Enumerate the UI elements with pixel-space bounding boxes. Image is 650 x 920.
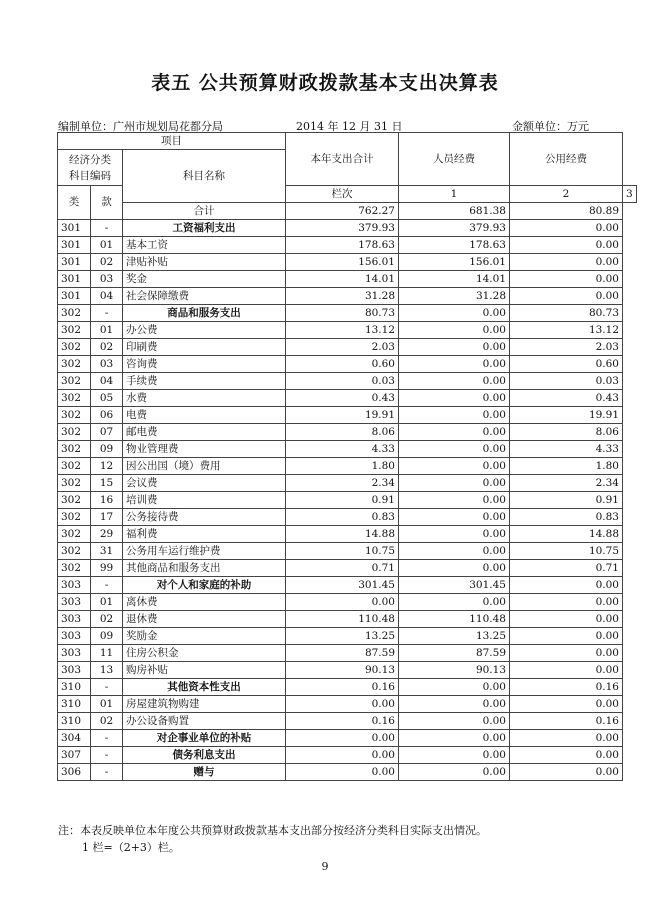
row-staff: 0.00 <box>399 543 510 560</box>
row-lei: 302 <box>58 322 91 339</box>
row-kuan: 01 <box>91 322 123 339</box>
row-public: 0.00 <box>510 730 623 747</box>
header-kuan: 款 <box>91 186 123 220</box>
row-name: 购房补贴 <box>123 662 286 679</box>
row-lei: 306 <box>58 764 91 781</box>
row-kuan: 09 <box>91 441 123 458</box>
table-row <box>58 764 637 781</box>
row-staff: 0.00 <box>399 305 510 322</box>
row-public: 0.00 <box>510 628 623 645</box>
row-lei: 310 <box>58 679 91 696</box>
row-total: 80.73 <box>286 305 399 322</box>
row-public: 4.33 <box>510 441 623 458</box>
row-kuan: - <box>91 747 123 764</box>
row-name: 其他资本性支出 <box>123 679 286 696</box>
row-kuan: - <box>91 577 123 594</box>
row-staff: 0.00 <box>399 594 510 611</box>
table-row <box>58 730 637 747</box>
row-total: 0.00 <box>286 747 399 764</box>
table-row <box>58 560 637 577</box>
row-kuan: 02 <box>91 713 123 730</box>
row-name: 办公设备购置 <box>123 713 286 730</box>
footnote <box>58 822 487 856</box>
row-public: 0.71 <box>510 560 623 577</box>
total-total: 762.27 <box>286 203 399 220</box>
row-total: 0.71 <box>286 560 399 577</box>
row-lei: 307 <box>58 747 91 764</box>
table-row <box>58 543 637 560</box>
row-total: 87.59 <box>286 645 399 662</box>
row-total: 2.34 <box>286 475 399 492</box>
header-total: 本年支出合计 <box>286 133 399 186</box>
row-public: 0.16 <box>510 679 623 696</box>
row-name: 手续费 <box>123 373 286 390</box>
row-name: 住房公积金 <box>123 645 286 662</box>
row-total: 90.13 <box>286 662 399 679</box>
row-name: 公务接待费 <box>123 509 286 526</box>
total-public: 80.89 <box>510 203 623 220</box>
row-name: 其他商品和服务支出 <box>123 560 286 577</box>
table-row <box>58 424 637 441</box>
row-total: 13.12 <box>286 322 399 339</box>
row-kuan: 03 <box>91 271 123 288</box>
row-staff: 0.00 <box>399 390 510 407</box>
row-name: 工资福利支出 <box>123 220 286 237</box>
row-public: 14.88 <box>510 526 623 543</box>
table-row <box>58 322 637 339</box>
table-row <box>58 509 637 526</box>
row-public: 0.16 <box>510 713 623 730</box>
row-public: 0.00 <box>510 747 623 764</box>
table-row <box>58 526 637 543</box>
table-row <box>58 254 637 271</box>
row-kuan: - <box>91 220 123 237</box>
row-lei: 303 <box>58 611 91 628</box>
row-name: 咨询费 <box>123 356 286 373</box>
row-kuan: 99 <box>91 560 123 577</box>
row-staff: 0.00 <box>399 322 510 339</box>
row-public: 0.00 <box>510 271 623 288</box>
row-lei: 310 <box>58 696 91 713</box>
row-lei: 302 <box>58 509 91 526</box>
row-staff: 14.01 <box>399 271 510 288</box>
header-name: 科目名称 <box>123 150 286 203</box>
row-total: 156.01 <box>286 254 399 271</box>
row-kuan: - <box>91 679 123 696</box>
table-row <box>58 611 637 628</box>
row-public: 0.00 <box>510 254 623 271</box>
row-total: 8.06 <box>286 424 399 441</box>
row-name: 基本工资 <box>123 237 286 254</box>
row-name: 物业管理费 <box>123 441 286 458</box>
row-name: 邮电费 <box>123 424 286 441</box>
row-staff: 0.00 <box>399 407 510 424</box>
row-staff: 0.00 <box>399 492 510 509</box>
table-row <box>58 356 637 373</box>
table-row <box>58 747 637 764</box>
row-lei: 303 <box>58 577 91 594</box>
row-kuan: 01 <box>91 696 123 713</box>
row-name: 公务用车运行维护费 <box>123 543 286 560</box>
row-name: 津贴补贴 <box>123 254 286 271</box>
row-staff: 90.13 <box>399 662 510 679</box>
row-name: 离休费 <box>123 594 286 611</box>
table-row <box>58 713 637 730</box>
row-public: 8.06 <box>510 424 623 441</box>
row-lei: 302 <box>58 339 91 356</box>
table-row <box>58 662 637 679</box>
row-total: 379.93 <box>286 220 399 237</box>
header-col1: 1 <box>399 186 510 203</box>
row-lei: 302 <box>58 390 91 407</box>
row-name: 房屋建筑物购建 <box>123 696 286 713</box>
header-row-item <box>58 133 637 150</box>
row-name: 赠与 <box>123 764 286 781</box>
header-code-line2: 科目编码 <box>69 169 111 182</box>
row-name: 福利费 <box>123 526 286 543</box>
row-lei: 303 <box>58 662 91 679</box>
row-name: 债务利息支出 <box>123 747 286 764</box>
row-kuan: 31 <box>91 543 123 560</box>
row-kuan: 01 <box>91 594 123 611</box>
row-total: 110.48 <box>286 611 399 628</box>
row-staff: 379.93 <box>399 220 510 237</box>
row-name: 办公费 <box>123 322 286 339</box>
footnote-line2: 1 栏=（2+3）栏。 <box>82 841 180 854</box>
table-row <box>58 475 637 492</box>
header-col3: 3 <box>623 186 637 203</box>
row-lei: 302 <box>58 458 91 475</box>
header-staff: 人员经费 <box>399 133 510 186</box>
row-lei: 302 <box>58 305 91 322</box>
row-public: 1.80 <box>510 458 623 475</box>
row-total: 0.91 <box>286 492 399 509</box>
row-public: 19.91 <box>510 407 623 424</box>
row-staff: 0.00 <box>399 764 510 781</box>
row-public: 0.00 <box>510 696 623 713</box>
row-name: 奖励金 <box>123 628 286 645</box>
table-row <box>58 458 637 475</box>
row-public: 0.03 <box>510 373 623 390</box>
row-kuan: 02 <box>91 339 123 356</box>
row-staff: 0.00 <box>399 424 510 441</box>
row-name: 奖金 <box>123 271 286 288</box>
table-row <box>58 492 637 509</box>
row-lei: 302 <box>58 543 91 560</box>
page-number: 9 <box>321 860 329 873</box>
total-row <box>58 203 637 220</box>
row-staff: 0.00 <box>399 747 510 764</box>
row-public: 0.00 <box>510 237 623 254</box>
row-public: 0.00 <box>510 288 623 305</box>
row-name: 电费 <box>123 407 286 424</box>
row-total: 1.80 <box>286 458 399 475</box>
row-name: 水费 <box>123 390 286 407</box>
row-lei: 302 <box>58 526 91 543</box>
row-kuan: 29 <box>91 526 123 543</box>
table-row <box>58 220 637 237</box>
row-staff: 0.00 <box>399 356 510 373</box>
row-public: 0.00 <box>510 764 623 781</box>
table-row <box>58 577 637 594</box>
header-column-index: 栏次 <box>286 186 399 203</box>
row-lei: 304 <box>58 730 91 747</box>
table-row <box>58 628 637 645</box>
row-kuan: 17 <box>91 509 123 526</box>
row-kuan: 01 <box>91 237 123 254</box>
row-total: 0.00 <box>286 730 399 747</box>
row-total: 0.43 <box>286 390 399 407</box>
row-total: 13.25 <box>286 628 399 645</box>
row-staff: 0.00 <box>399 730 510 747</box>
row-name: 因公出国（境）费用 <box>123 458 286 475</box>
row-public: 0.00 <box>510 577 623 594</box>
table-row <box>58 441 637 458</box>
row-total: 31.28 <box>286 288 399 305</box>
row-kuan: - <box>91 305 123 322</box>
row-staff: 0.00 <box>399 713 510 730</box>
row-kuan: 04 <box>91 288 123 305</box>
row-staff: 31.28 <box>399 288 510 305</box>
row-public: 0.91 <box>510 492 623 509</box>
row-public: 10.75 <box>510 543 623 560</box>
compiling-unit: 编制单位：广州市规划局花都分局 <box>58 120 223 133</box>
row-kuan: 02 <box>91 254 123 271</box>
row-lei: 302 <box>58 373 91 390</box>
row-lei: 301 <box>58 288 91 305</box>
row-total: 0.00 <box>286 696 399 713</box>
table-row <box>58 390 637 407</box>
row-lei: 302 <box>58 407 91 424</box>
header-code <box>58 150 123 186</box>
row-kuan: 02 <box>91 611 123 628</box>
row-kuan: 16 <box>91 492 123 509</box>
row-staff: 0.00 <box>399 560 510 577</box>
row-public: 0.00 <box>510 220 623 237</box>
row-kuan: - <box>91 730 123 747</box>
row-staff: 0.00 <box>399 475 510 492</box>
row-staff: 0.00 <box>399 526 510 543</box>
row-kuan: 12 <box>91 458 123 475</box>
row-name: 培训费 <box>123 492 286 509</box>
total-staff: 681.38 <box>399 203 510 220</box>
row-staff: 110.48 <box>399 611 510 628</box>
row-lei: 302 <box>58 560 91 577</box>
row-kuan: 15 <box>91 475 123 492</box>
row-lei: 302 <box>58 475 91 492</box>
row-total: 10.75 <box>286 543 399 560</box>
table-row <box>58 271 637 288</box>
row-public: 0.83 <box>510 509 623 526</box>
row-total: 2.03 <box>286 339 399 356</box>
row-name: 社会保障缴费 <box>123 288 286 305</box>
row-public: 2.03 <box>510 339 623 356</box>
row-name: 商品和服务支出 <box>123 305 286 322</box>
row-lei: 303 <box>58 645 91 662</box>
row-lei: 302 <box>58 441 91 458</box>
row-public: 13.12 <box>510 322 623 339</box>
row-total: 0.16 <box>286 713 399 730</box>
table-row <box>58 679 637 696</box>
row-total: 0.00 <box>286 594 399 611</box>
header-col2: 2 <box>510 186 623 203</box>
row-staff: 0.00 <box>399 509 510 526</box>
header-lei: 类 <box>58 186 91 220</box>
row-total: 14.01 <box>286 271 399 288</box>
row-kuan: 07 <box>91 424 123 441</box>
row-total: 19.91 <box>286 407 399 424</box>
row-kuan: 06 <box>91 407 123 424</box>
row-total: 301.45 <box>286 577 399 594</box>
table-row <box>58 696 637 713</box>
row-kuan: 11 <box>91 645 123 662</box>
row-kuan: 03 <box>91 356 123 373</box>
row-kuan: 13 <box>91 662 123 679</box>
row-lei: 303 <box>58 594 91 611</box>
row-lei: 301 <box>58 254 91 271</box>
row-kuan: 05 <box>91 390 123 407</box>
total-label: 合计 <box>123 203 286 220</box>
table-row <box>58 339 637 356</box>
table-row <box>58 594 637 611</box>
row-lei: 301 <box>58 271 91 288</box>
row-public: 0.00 <box>510 611 623 628</box>
row-total: 4.33 <box>286 441 399 458</box>
row-total: 14.88 <box>286 526 399 543</box>
row-staff: 156.01 <box>399 254 510 271</box>
header-code-line1: 经济分类 <box>69 153 111 166</box>
row-total: 0.00 <box>286 764 399 781</box>
row-name: 对个人和家庭的补助 <box>123 577 286 594</box>
row-name: 印刷费 <box>123 339 286 356</box>
table-row <box>58 288 637 305</box>
table-row <box>58 407 637 424</box>
table-row <box>58 237 637 254</box>
row-staff: 0.00 <box>399 339 510 356</box>
row-total: 0.60 <box>286 356 399 373</box>
row-total: 0.16 <box>286 679 399 696</box>
table-row <box>58 645 637 662</box>
expenditure-table <box>57 132 637 781</box>
header-public: 公用经费 <box>510 133 623 186</box>
row-public: 80.73 <box>510 305 623 322</box>
row-lei: 301 <box>58 237 91 254</box>
row-staff: 0.00 <box>399 441 510 458</box>
row-name: 退休费 <box>123 611 286 628</box>
row-kuan: - <box>91 764 123 781</box>
table-row <box>58 373 637 390</box>
row-staff: 13.25 <box>399 628 510 645</box>
row-name: 会议费 <box>123 475 286 492</box>
row-staff: 0.00 <box>399 696 510 713</box>
row-name: 对企事业单位的补贴 <box>123 730 286 747</box>
footnote-line1: 注：本表反映单位本年度公共预算财政拨款基本支出部分按经济分类科目实际支出情况。 <box>58 824 487 837</box>
row-staff: 87.59 <box>399 645 510 662</box>
row-kuan: 04 <box>91 373 123 390</box>
row-public: 0.00 <box>510 645 623 662</box>
row-public: 0.00 <box>510 662 623 679</box>
table-row <box>58 305 637 322</box>
row-public: 0.43 <box>510 390 623 407</box>
row-staff: 301.45 <box>399 577 510 594</box>
header-item: 项目 <box>58 133 286 150</box>
row-kuan: 09 <box>91 628 123 645</box>
row-lei: 302 <box>58 356 91 373</box>
row-public: 0.00 <box>510 594 623 611</box>
row-public: 0.60 <box>510 356 623 373</box>
row-staff: 0.00 <box>399 373 510 390</box>
row-total: 0.83 <box>286 509 399 526</box>
row-lei: 302 <box>58 424 91 441</box>
row-staff: 178.63 <box>399 237 510 254</box>
row-lei: 310 <box>58 713 91 730</box>
row-staff: 0.00 <box>399 679 510 696</box>
row-lei: 302 <box>58 492 91 509</box>
row-lei: 303 <box>58 628 91 645</box>
row-public: 2.34 <box>510 475 623 492</box>
amount-unit: 金额单位：万元 <box>512 120 589 133</box>
row-lei: 301 <box>58 220 91 237</box>
row-total: 178.63 <box>286 237 399 254</box>
report-title: 表五 公共预算财政拨款基本支出决算表 <box>151 72 499 94</box>
row-total: 0.03 <box>286 373 399 390</box>
row-staff: 0.00 <box>399 458 510 475</box>
report-date: 2014 年 12 月 31 日 <box>296 120 403 133</box>
